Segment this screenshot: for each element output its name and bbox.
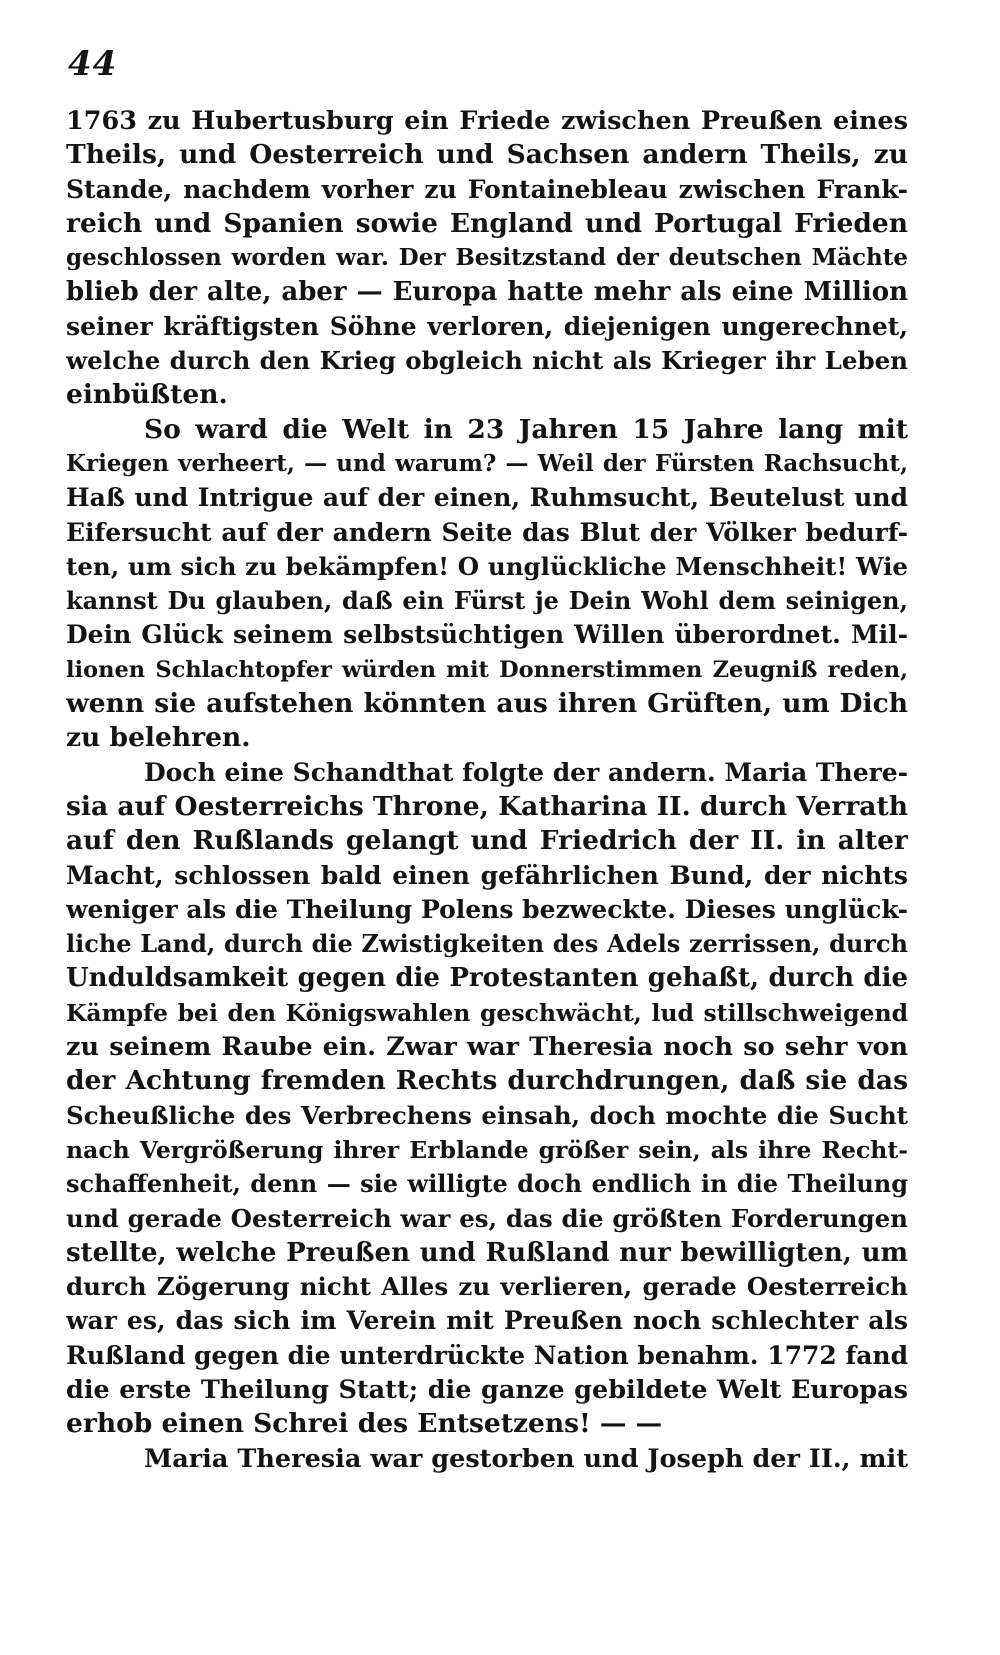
text-line: So ward die Welt in 23 Jahren 15 Jahre lang mit: [144, 413, 908, 445]
body-text: [66, 104, 908, 1476]
text-line: Unduldsamkeit gegen die Protestanten gehaßt, durch die: [66, 963, 908, 994]
text-line: sia auf Oesterreichs Throne, Katharina II. durch Verrath: [66, 790, 908, 822]
text-line: Eifersucht auf der andern Seite das Blut der Völker bedurf-: [66, 517, 908, 547]
text-line: Macht, schlossen bald einen gefährlichen Bund, der nichts: [66, 860, 908, 890]
text-line: war es, das sich im Verein mit Preußen noch schlechter als: [66, 1306, 908, 1336]
text-line: wenn sie aufstehen könnten aus ihren Grüften, um Dich: [66, 688, 908, 720]
text-line: Dein Glück seinem selbstsüchtigen Willen überordnet. Mil-: [66, 620, 908, 650]
text-line: nach Vergrößerung ihrer Erblande größer sein, als ihre Recht-: [66, 1135, 908, 1164]
text-line: auf den Rußlands gelangt und Friedrich der II. in alter: [66, 825, 908, 857]
page-number: 44: [68, 44, 118, 84]
text-line: durch Zögerung nicht Alles zu verlieren, gerade Oesterreich: [66, 1272, 908, 1302]
text-line: zu seinem Raube ein. Zwar war Theresia noch so sehr von: [66, 1032, 908, 1063]
text-line: Rußland gegen die unterdrückte Nation benahm. 1772 fand: [66, 1340, 908, 1370]
text-line: einbüßten.: [66, 379, 228, 411]
text-line: Maria Theresia war gestorben und Joseph der II., mit: [144, 1443, 908, 1474]
text-line: die erste Theilung Statt; die ganze gebildete Welt Europas: [66, 1374, 908, 1405]
text-line: stellte, welche Preußen und Rußland nur bewilligten, um: [66, 1237, 908, 1268]
text-line: lionen Schlachtopfer würden mit Donnerstimmen Zeugniß reden,: [66, 656, 908, 683]
text-line: seiner kräftigsten Söhne verloren, diejenigen ungerechnet,: [66, 311, 908, 341]
text-line: weniger als die Theilung Polens bezweckte. Dieses unglück-: [66, 894, 908, 924]
text-line: Doch eine Schandthat folgte der andern. Maria There-: [144, 757, 908, 787]
text-line: kannst Du glauben, daß ein Fürst je Dein Wohl dem seinigen,: [66, 586, 908, 616]
text-line: liche Land, durch die Zwistigkeiten des Adels zerrissen, durch: [66, 929, 908, 959]
text-line: geschlossen worden war. Der Besitzstand der deutschen Mächte: [66, 244, 908, 272]
text-line: welche durch den Krieg obgleich nicht als Krieger ihr Leben: [66, 346, 908, 376]
text-line: schaffenheit, denn — sie willigte doch endlich in die Theilung: [66, 1169, 908, 1199]
text-line: 1763 zu Hubertusburg ein Friede zwischen Preußen eines: [66, 106, 908, 136]
text-line: ten, um sich zu bekämpfen! O unglückliche Menschheit! Wie: [66, 551, 908, 581]
text-line: und gerade Oesterreich war es, das die größten Forderungen: [66, 1203, 908, 1233]
text-line: Haß und Intrigue auf der einen, Ruhmsucht, Beutelust und: [66, 483, 908, 513]
text-line: blieb der alte, aber — Europa hatte mehr als eine Million: [66, 277, 908, 308]
text-line: Stande, nachdem vorher zu Fontainebleau zwischen Frank-: [66, 174, 908, 204]
text-line: Kriegen verheert, — und warum? — Weil der Fürsten Rachsucht,: [66, 449, 908, 477]
text-line: erhob einen Schrei des Entsetzens! — —: [66, 1408, 663, 1440]
text-line: reich und Spanien sowie England und Portugal Frieden: [66, 207, 908, 239]
text-line: Theils, und Oesterreich und Sachsen andern Theils, zu: [66, 139, 908, 171]
text-line: zu belehren.: [66, 722, 251, 754]
text-line: der Achtung fremden Rechts durchdrungen, daß sie das: [66, 1065, 908, 1097]
text-line: Scheußliche des Verbrechens einsah, doch mochte die Sucht: [66, 1100, 908, 1130]
text-line: Kämpfe bei den Königswahlen geschwächt, lud stillschweigend: [66, 998, 908, 1027]
